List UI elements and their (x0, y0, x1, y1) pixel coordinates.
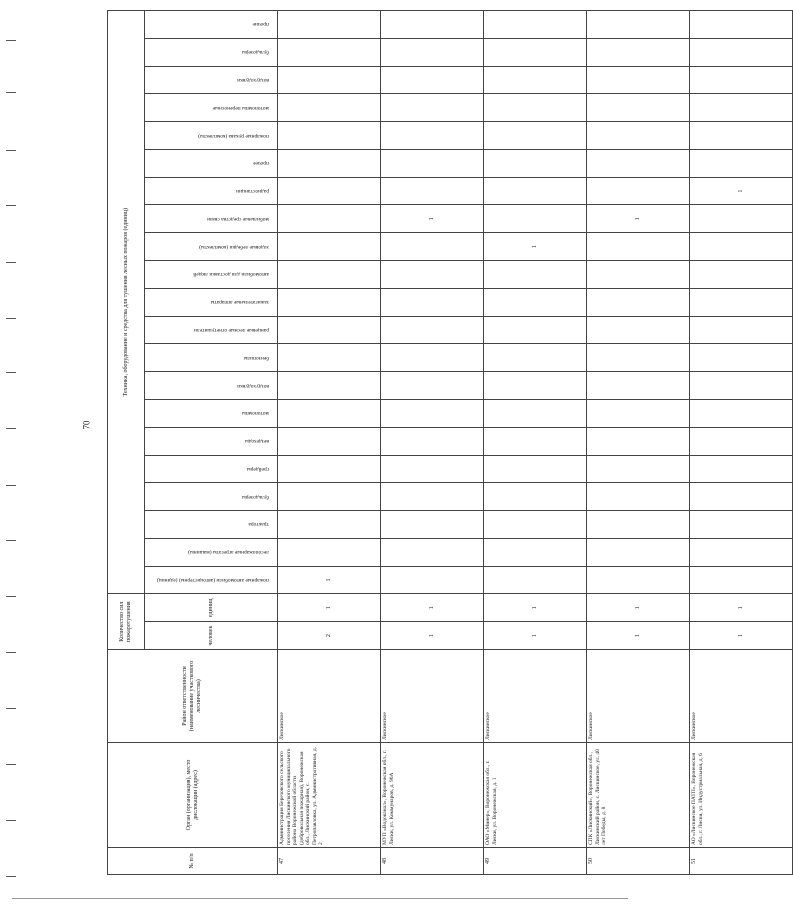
row-equipment-value (484, 372, 587, 400)
row-equipment-value (278, 372, 381, 400)
row-number: 48 (381, 848, 484, 875)
margin-mark (6, 150, 16, 151)
header-equipment-0 (145, 566, 278, 594)
bottom-rule (12, 898, 628, 899)
header-equipment-label: ходовые лебедки (комплекты) (199, 243, 269, 250)
margin-mark (6, 652, 16, 653)
row-equipment-value (381, 538, 484, 566)
row-equipment-value (587, 344, 690, 372)
row-equipment-value (587, 511, 690, 539)
row-equipment-value (484, 149, 587, 177)
margin-mark (6, 205, 16, 206)
header-equipment-label: бульдозеры (242, 49, 269, 56)
header-equipment-20 (145, 11, 278, 39)
row-equipment-value (278, 316, 381, 344)
row-groups: 1 (587, 594, 690, 622)
margin-mark (6, 485, 16, 486)
row-equipment-value (484, 427, 587, 455)
header-equipment-label: мотопомпы переносные (212, 104, 269, 111)
header-equipment-label: пожарные автомобили (автоцистерны) (единиц) (156, 577, 269, 584)
row-equipment-value (690, 483, 793, 511)
row-equipment-value (381, 38, 484, 66)
page-number: 70 (81, 420, 92, 430)
header-equipment-label: радиостанции (236, 188, 269, 195)
row-equipment-value: 1 (690, 177, 793, 205)
row-equipment-value (690, 511, 793, 539)
row-equipment-value: 1 (587, 205, 690, 233)
table-row (484, 11, 587, 875)
row-equipment-value (278, 261, 381, 289)
row-equipment-value (484, 538, 587, 566)
row-equipment-value (690, 205, 793, 233)
row-equipment-value (690, 11, 793, 39)
row-people: 1 (690, 622, 793, 650)
row-equipment-value (484, 177, 587, 205)
header-groups: единиц (145, 594, 278, 622)
row-equipment-value (690, 38, 793, 66)
margin-mark (6, 820, 16, 821)
header-equipment-label: автомобили для доставки людей (193, 271, 269, 278)
row-equipment-value (484, 511, 587, 539)
header-equipment-1 (145, 538, 278, 566)
row-equipment-value (690, 566, 793, 594)
header-equipment-4 (145, 455, 278, 483)
row-people: 1 (381, 622, 484, 650)
row-equipment-value (587, 66, 690, 94)
row-number: 47 (278, 848, 381, 875)
header-area: Район ответственности (наименование участкового лесничества) (108, 650, 278, 743)
header-equipment-label: зажигательные аппараты (210, 299, 269, 306)
row-equipment-value (484, 344, 587, 372)
resources-table (107, 10, 793, 875)
row-equipment-value (278, 288, 381, 316)
row-equipment-value (278, 399, 381, 427)
row-equipment-value (587, 538, 690, 566)
rotated-table-wrapper (107, 10, 744, 875)
row-equipment-value (381, 427, 484, 455)
row-equipment-value (587, 177, 690, 205)
row-equipment-value (278, 149, 381, 177)
row-equipment-value (587, 233, 690, 261)
row-equipment-value (278, 538, 381, 566)
row-number: 50 (587, 848, 690, 875)
row-equipment-value (278, 122, 381, 150)
header-equipment-label: вездеходы (245, 438, 269, 445)
row-equipment-value (381, 455, 484, 483)
row-equipment-value (381, 511, 484, 539)
row-groups: 1 (484, 594, 587, 622)
margin-mark (6, 40, 16, 41)
row-equipment-value (278, 94, 381, 122)
row-equipment-value (587, 566, 690, 594)
row-equipment-value (690, 94, 793, 122)
header-equipment-6 (145, 399, 278, 427)
header-equipment-label: трактора (248, 521, 269, 528)
row-equipment-value (587, 399, 690, 427)
header-equipment-group: Техника, оборудование и средства для тушения лесных пожаров (единиц) (108, 11, 145, 594)
row-equipment-value (587, 316, 690, 344)
row-equipment-value (690, 372, 793, 400)
row-area: Лискинское (484, 650, 587, 743)
row-equipment-value (690, 66, 793, 94)
row-people: 1 (587, 622, 690, 650)
row-equipment-value (690, 149, 793, 177)
row-equipment-value (690, 538, 793, 566)
header-equipment-label: воздуходувки (237, 382, 269, 389)
header-equipment-15 (145, 149, 278, 177)
row-equipment-value (278, 66, 381, 94)
row-people: 1 (484, 622, 587, 650)
header-equipment-17 (145, 94, 278, 122)
row-equipment-value (587, 427, 690, 455)
row-equipment-value (381, 94, 484, 122)
header-equipment-label: бензопилы (243, 354, 269, 361)
header-equipment-9 (145, 316, 278, 344)
table-row (690, 11, 793, 875)
margin-mark (6, 262, 16, 263)
row-equipment-value (278, 177, 381, 205)
header-equipment-2 (145, 511, 278, 539)
header-equipment-label: мобильные средства связи (207, 215, 269, 222)
row-equipment-value (587, 11, 690, 39)
header-org: Орган (организация), место дислокации (адрес) (108, 743, 278, 848)
row-equipment-value (484, 566, 587, 594)
row-equipment-value (690, 122, 793, 150)
margin-mark (6, 708, 16, 709)
header-equipment-label: мотопомпы (242, 410, 269, 417)
row-equipment-value (381, 288, 484, 316)
row-groups: 1 (690, 594, 793, 622)
row-people: 2 (278, 622, 381, 650)
row-equipment-value (278, 11, 381, 39)
margin-mark (6, 540, 16, 541)
row-equipment-value (381, 316, 484, 344)
header-equipment-label: грейдеры (246, 465, 269, 472)
row-equipment-value (690, 316, 793, 344)
header-equipment-13 (145, 205, 278, 233)
row-equipment-value (381, 399, 484, 427)
header-posts: Количество сил пожаротушения (108, 594, 145, 650)
row-equipment-value (690, 344, 793, 372)
header-equipment-7 (145, 372, 278, 400)
header-equipment-8 (145, 344, 278, 372)
header-equipment-5 (145, 427, 278, 455)
row-org: МУП «Водоканал», Воронежская обл., г. Лиски, ул. Коммунаров, д. 96А (381, 743, 484, 848)
row-equipment-value (381, 177, 484, 205)
row-equipment-value (587, 149, 690, 177)
header-equipment-label: пожарные рукава (комплекты) (198, 132, 269, 139)
header-equipment-12 (145, 233, 278, 261)
row-org: Администрация Березовского сельского поселения Лискинского муниципального района Воронежской области (добровольная пожарная), Воронежская обл., Лискинский район, с. Петропавловка, ул. Административная, д. 2 (278, 743, 381, 848)
row-equipment-value (278, 205, 381, 233)
row-equipment-value (690, 261, 793, 289)
header-equipment-label: прочие (252, 21, 269, 28)
row-equipment-value (381, 261, 484, 289)
row-org: АО «Лискинское ПАТП», Воронежская обл., г. Лиски, ул. Индустриальная, д. 6 (690, 743, 793, 848)
header-equipment-label: бульдозеры (242, 493, 269, 500)
row-area: Лискинское (381, 650, 484, 743)
header-equipment-14 (145, 177, 278, 205)
row-equipment-value (381, 122, 484, 150)
row-equipment-value (278, 233, 381, 261)
row-area: Лискинское (278, 650, 381, 743)
header-equipment-label: лесопожарные агрегаты (машины) (188, 549, 269, 556)
header-equipment-label: ранцевые лесные огнетушители (193, 327, 269, 334)
margin-mark (6, 596, 16, 597)
row-area: Лискинское (587, 650, 690, 743)
row-equipment-value (484, 205, 587, 233)
margin-mark (6, 428, 16, 429)
table-row (278, 11, 381, 875)
header-equipment-19 (145, 38, 278, 66)
header-equipment-label: прочее (253, 160, 269, 167)
row-equipment-value (587, 122, 690, 150)
header-equipment-18 (145, 66, 278, 94)
row-equipment-value (278, 483, 381, 511)
row-equipment-value (587, 483, 690, 511)
row-equipment-value: 1 (484, 233, 587, 261)
row-equipment-value (278, 344, 381, 372)
row-equipment-value (690, 455, 793, 483)
row-equipment-value (690, 399, 793, 427)
row-equipment-value (484, 122, 587, 150)
row-equipment-value (381, 344, 484, 372)
row-equipment-value (484, 455, 587, 483)
row-equipment-value (381, 233, 484, 261)
row-equipment-value (381, 372, 484, 400)
row-number: 49 (484, 848, 587, 875)
row-equipment-value (484, 38, 587, 66)
table-row (587, 11, 690, 875)
row-equipment-value (278, 511, 381, 539)
row-equipment-value (484, 316, 587, 344)
row-groups: 1 (278, 594, 381, 622)
row-equipment-value (587, 94, 690, 122)
row-number: 51 (690, 848, 793, 875)
row-equipment-value (381, 66, 484, 94)
margin-mark (6, 764, 16, 765)
row-equipment-value (484, 94, 587, 122)
margin-mark (6, 92, 16, 93)
row-area: Лискинское (690, 650, 793, 743)
row-equipment-value (484, 288, 587, 316)
header-number: № п/п (108, 848, 278, 875)
row-equipment-value (587, 288, 690, 316)
row-equipment-value (484, 66, 587, 94)
row-equipment-value (587, 261, 690, 289)
row-equipment-value: 1 (278, 566, 381, 594)
row-equipment-value (381, 149, 484, 177)
row-equipment-value (690, 427, 793, 455)
row-org: ОАО «Минер», Воронежская обл., г. Лиски, ул. Воронежская, д. 1 (484, 743, 587, 848)
row-equipment-value (278, 38, 381, 66)
header-equipment-3 (145, 483, 278, 511)
row-equipment-value (278, 455, 381, 483)
row-equipment-value (484, 11, 587, 39)
row-groups: 1 (381, 594, 484, 622)
row-equipment-value (587, 455, 690, 483)
row-equipment-value (484, 399, 587, 427)
row-equipment-value (381, 566, 484, 594)
header-equipment-10 (145, 288, 278, 316)
row-equipment-value (484, 483, 587, 511)
row-equipment-value (381, 483, 484, 511)
margin-mark (6, 372, 16, 373)
margin-mark (6, 318, 16, 319)
row-equipment-value (278, 427, 381, 455)
row-equipment-value (690, 233, 793, 261)
row-equipment-value: 1 (381, 205, 484, 233)
header-people: человек (145, 622, 278, 650)
header-equipment-11 (145, 261, 278, 289)
row-equipment-value (690, 288, 793, 316)
row-equipment-value (587, 372, 690, 400)
table-row (381, 11, 484, 875)
row-org: СПК «Лискинский», Воронежская обл., Лискинский район, с. Лискинское, ул. 40 лет Победы, д. 8 (587, 743, 690, 848)
header-equipment-16 (145, 122, 278, 150)
header-equipment-label: воздуходувки (237, 76, 269, 83)
margin-mark (6, 876, 16, 877)
row-equipment-value (587, 38, 690, 66)
row-equipment-value (381, 11, 484, 39)
row-equipment-value (484, 261, 587, 289)
